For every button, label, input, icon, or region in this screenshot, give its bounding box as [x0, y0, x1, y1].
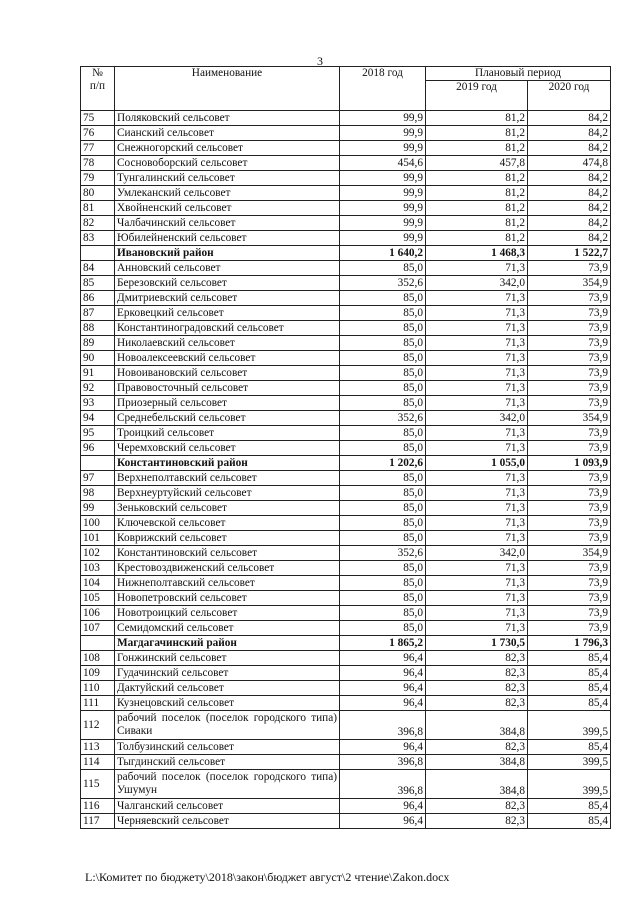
- row-number: [81, 636, 115, 651]
- row-number: [81, 456, 115, 471]
- value-2018: 85,0: [340, 471, 426, 486]
- row-name: Поляковский сельсовет: [115, 111, 340, 126]
- row-name: Чалбачинский сельсовет: [115, 216, 340, 231]
- value-2019: 71,3: [426, 336, 528, 351]
- value-2018: 85,0: [340, 321, 426, 336]
- value-2020: 399,5: [528, 711, 611, 740]
- table-row: [81, 141, 611, 156]
- row-name: Ключевской сельсовет: [115, 516, 340, 531]
- row-name: Новоивановский сельсовет: [115, 366, 340, 381]
- row-name: Дактуйский сельсовет: [115, 681, 340, 696]
- table-row: [81, 201, 611, 216]
- value-2019: 82,3: [426, 651, 528, 666]
- row-name: Константиновский сельсовет: [115, 546, 340, 561]
- value-2020: 474,8: [528, 156, 611, 171]
- row-number: 93: [81, 396, 115, 411]
- value-2020: 1 796,3: [528, 636, 611, 651]
- table-row: [81, 291, 611, 306]
- row-number: 95: [81, 426, 115, 441]
- value-2018: 85,0: [340, 291, 426, 306]
- value-2018: 396,8: [340, 770, 426, 799]
- value-2020: 73,9: [528, 606, 611, 621]
- row-number: 89: [81, 336, 115, 351]
- row-name: Магдагачинский район: [115, 636, 340, 651]
- row-name: Новоалексеевский сельсовет: [115, 351, 340, 366]
- value-2018: 454,6: [340, 156, 426, 171]
- value-2019: 71,3: [426, 396, 528, 411]
- row-number: 107: [81, 621, 115, 636]
- table-row: [81, 126, 611, 141]
- row-name: Гонжинский сельсовет: [115, 651, 340, 666]
- value-2018: 85,0: [340, 561, 426, 576]
- value-2020: 85,4: [528, 814, 611, 829]
- value-2020: 84,2: [528, 231, 611, 246]
- table-row: [81, 426, 611, 441]
- value-2018: 85,0: [340, 621, 426, 636]
- row-number: 111: [81, 696, 115, 711]
- value-2020: 73,9: [528, 531, 611, 546]
- value-2020: 399,5: [528, 770, 611, 799]
- value-2018: 99,9: [340, 186, 426, 201]
- value-2018: 96,4: [340, 740, 426, 755]
- row-number: 79: [81, 171, 115, 186]
- value-2018: 96,4: [340, 666, 426, 681]
- row-number: 103: [81, 561, 115, 576]
- value-2020: 73,9: [528, 516, 611, 531]
- row-number: 87: [81, 306, 115, 321]
- header-num: № п/п: [81, 67, 115, 111]
- value-2019: 342,0: [426, 546, 528, 561]
- value-2019: 384,8: [426, 770, 528, 799]
- value-2018: 99,9: [340, 126, 426, 141]
- row-number: 77: [81, 141, 115, 156]
- row-number: 97: [81, 471, 115, 486]
- value-2018: 96,4: [340, 814, 426, 829]
- row-name: Среднебельский сельсовет: [115, 411, 340, 426]
- table-row: [81, 546, 611, 561]
- row-number: 84: [81, 261, 115, 276]
- table-row: [81, 501, 611, 516]
- value-2019: 342,0: [426, 276, 528, 291]
- row-number: 108: [81, 651, 115, 666]
- row-number: 112: [81, 711, 115, 740]
- value-2019: 81,2: [426, 216, 528, 231]
- value-2019: 71,3: [426, 441, 528, 456]
- row-number: 116: [81, 799, 115, 814]
- row-name: Новотроицкий сельсовет: [115, 606, 340, 621]
- value-2020: 73,9: [528, 441, 611, 456]
- value-2019: 71,3: [426, 471, 528, 486]
- value-2020: 85,4: [528, 740, 611, 755]
- table-row: [81, 441, 611, 456]
- row-number: 96: [81, 441, 115, 456]
- row-number: 109: [81, 666, 115, 681]
- value-2020: 354,9: [528, 546, 611, 561]
- value-2019: 71,3: [426, 291, 528, 306]
- table-row: [81, 561, 611, 576]
- value-2019: 81,2: [426, 141, 528, 156]
- value-2020: 73,9: [528, 471, 611, 486]
- row-number: 98: [81, 486, 115, 501]
- value-2019: 82,3: [426, 740, 528, 755]
- row-number: 78: [81, 156, 115, 171]
- value-2018: 99,9: [340, 171, 426, 186]
- value-2019: 81,2: [426, 186, 528, 201]
- value-2019: 71,3: [426, 366, 528, 381]
- value-2019: 82,3: [426, 681, 528, 696]
- value-2020: 1 522,7: [528, 246, 611, 261]
- row-number: 76: [81, 126, 115, 141]
- table-row: [81, 799, 611, 814]
- value-2018: 85,0: [340, 261, 426, 276]
- value-2019: 81,2: [426, 111, 528, 126]
- value-2019: 82,3: [426, 799, 528, 814]
- row-name: рабочий поселок (поселок городского типа) Сиваки: [115, 711, 340, 740]
- table-row: [81, 666, 611, 681]
- value-2020: 354,9: [528, 411, 611, 426]
- row-name: Умлеканский сельсовет: [115, 186, 340, 201]
- value-2019: 71,3: [426, 501, 528, 516]
- value-2018: 96,4: [340, 799, 426, 814]
- row-name: Зеньковский сельсовет: [115, 501, 340, 516]
- value-2019: 81,2: [426, 171, 528, 186]
- table-row: [81, 576, 611, 591]
- value-2020: 84,2: [528, 126, 611, 141]
- value-2020: 85,4: [528, 666, 611, 681]
- value-2018: 85,0: [340, 501, 426, 516]
- value-2020: 73,9: [528, 591, 611, 606]
- value-2018: 85,0: [340, 366, 426, 381]
- value-2018: 85,0: [340, 531, 426, 546]
- value-2018: 85,0: [340, 336, 426, 351]
- row-number: 102: [81, 546, 115, 561]
- row-name: Черняевский сельсовет: [115, 814, 340, 829]
- table-body: [81, 111, 611, 829]
- district-row: [81, 246, 611, 261]
- value-2019: 71,3: [426, 306, 528, 321]
- value-2018: 99,9: [340, 216, 426, 231]
- table-row: [81, 621, 611, 636]
- value-2019: 384,8: [426, 711, 528, 740]
- table-row: [81, 336, 611, 351]
- table-row: [81, 396, 611, 411]
- table-row: [81, 171, 611, 186]
- table-row: [81, 216, 611, 231]
- value-2018: 85,0: [340, 396, 426, 411]
- value-2019: 71,3: [426, 516, 528, 531]
- row-number: 104: [81, 576, 115, 591]
- value-2018: 85,0: [340, 351, 426, 366]
- value-2020: 73,9: [528, 306, 611, 321]
- footer-file-path: L:\Комитет по бюджету\2018\закон\бюджет август\2 чтение\Zakon.docx: [85, 870, 450, 884]
- value-2019: 71,3: [426, 351, 528, 366]
- row-name: Юбилейненский сельсовет: [115, 231, 340, 246]
- value-2020: 73,9: [528, 396, 611, 411]
- row-number: 114: [81, 755, 115, 770]
- value-2019: 71,3: [426, 621, 528, 636]
- value-2019: 342,0: [426, 411, 528, 426]
- value-2019: 71,3: [426, 561, 528, 576]
- value-2020: 73,9: [528, 366, 611, 381]
- row-name: Березовский сельсовет: [115, 276, 340, 291]
- row-name: Семидомский сельсовет: [115, 621, 340, 636]
- table-row: [81, 591, 611, 606]
- value-2020: 73,9: [528, 501, 611, 516]
- row-name: Нижнеполтавский сельсовет: [115, 576, 340, 591]
- value-2019: 1 730,5: [426, 636, 528, 651]
- value-2018: 85,0: [340, 441, 426, 456]
- row-name: Кузнецовский сельсовет: [115, 696, 340, 711]
- row-number: 88: [81, 321, 115, 336]
- table-row: [81, 276, 611, 291]
- value-2018: 85,0: [340, 516, 426, 531]
- value-2018: 352,6: [340, 411, 426, 426]
- value-2018: 99,9: [340, 141, 426, 156]
- value-2018: 85,0: [340, 381, 426, 396]
- value-2018: 85,0: [340, 591, 426, 606]
- row-name: Сосновоборский сельсовет: [115, 156, 340, 171]
- value-2018: 99,9: [340, 201, 426, 216]
- row-name: Толбузинский сельсовет: [115, 740, 340, 755]
- value-2018: 85,0: [340, 426, 426, 441]
- row-number: 83: [81, 231, 115, 246]
- row-name: Ерковецкий сельсовет: [115, 306, 340, 321]
- row-number: 115: [81, 770, 115, 799]
- value-2020: 84,2: [528, 186, 611, 201]
- row-name: Константиновский район: [115, 456, 340, 471]
- value-2019: 71,3: [426, 486, 528, 501]
- value-2020: 73,9: [528, 576, 611, 591]
- row-number: 117: [81, 814, 115, 829]
- value-2018: 99,9: [340, 231, 426, 246]
- table-row: [81, 740, 611, 755]
- value-2020: 73,9: [528, 321, 611, 336]
- row-number: 90: [81, 351, 115, 366]
- value-2018: 396,8: [340, 711, 426, 740]
- row-name: рабочий поселок (поселок городского типа) Ушумун: [115, 770, 340, 799]
- value-2019: 1 055,0: [426, 456, 528, 471]
- row-number: 82: [81, 216, 115, 231]
- table-row: [81, 366, 611, 381]
- header-name: Наименование: [115, 67, 340, 111]
- row-name: Чалганский сельсовет: [115, 799, 340, 814]
- value-2019: 71,3: [426, 531, 528, 546]
- value-2019: 71,3: [426, 606, 528, 621]
- value-2020: 73,9: [528, 291, 611, 306]
- value-2020: 399,5: [528, 755, 611, 770]
- value-2020: 85,4: [528, 696, 611, 711]
- table-row: [81, 351, 611, 366]
- value-2018: 96,4: [340, 651, 426, 666]
- value-2020: 354,9: [528, 276, 611, 291]
- value-2018: 85,0: [340, 576, 426, 591]
- row-number: 86: [81, 291, 115, 306]
- value-2019: 71,3: [426, 261, 528, 276]
- row-number: 100: [81, 516, 115, 531]
- value-2018: 352,6: [340, 546, 426, 561]
- value-2019: 81,2: [426, 201, 528, 216]
- value-2019: 71,3: [426, 576, 528, 591]
- value-2020: 1 093,9: [528, 456, 611, 471]
- table-row: [81, 770, 611, 799]
- row-name: Верхнеполтавский сельсовет: [115, 471, 340, 486]
- row-name: Хвойненский сельсовет: [115, 201, 340, 216]
- value-2020: 85,4: [528, 651, 611, 666]
- value-2019: 82,3: [426, 666, 528, 681]
- value-2020: 84,2: [528, 141, 611, 156]
- value-2018: 85,0: [340, 606, 426, 621]
- page-number: 3: [317, 54, 323, 68]
- row-name: Константиноградовский сельсовет: [115, 321, 340, 336]
- row-number: 101: [81, 531, 115, 546]
- table-row: [81, 681, 611, 696]
- row-number: 113: [81, 740, 115, 755]
- table-row: [81, 606, 611, 621]
- row-number: 99: [81, 501, 115, 516]
- value-2020: 84,2: [528, 216, 611, 231]
- row-name: Верхнеуртуйский сельсовет: [115, 486, 340, 501]
- row-number: 92: [81, 381, 115, 396]
- value-2018: 1 202,6: [340, 456, 426, 471]
- row-name: Троицкий сельсовет: [115, 426, 340, 441]
- value-2019: 71,3: [426, 591, 528, 606]
- value-2019: 71,3: [426, 426, 528, 441]
- district-row: [81, 636, 611, 651]
- value-2020: 73,9: [528, 261, 611, 276]
- table-row: [81, 516, 611, 531]
- row-number: 75: [81, 111, 115, 126]
- header-2018: 2018 год: [340, 67, 426, 111]
- header-plan-period: Плановый период: [426, 67, 611, 81]
- value-2020: 73,9: [528, 621, 611, 636]
- table-row: [81, 321, 611, 336]
- row-number: 80: [81, 186, 115, 201]
- row-number: 85: [81, 276, 115, 291]
- row-number: [81, 246, 115, 261]
- value-2018: 352,6: [340, 276, 426, 291]
- row-name: Гудачинский сельсовет: [115, 666, 340, 681]
- row-name: Сианский сельсовет: [115, 126, 340, 141]
- row-name: Анновский сельсовет: [115, 261, 340, 276]
- value-2020: 84,2: [528, 111, 611, 126]
- value-2018: 99,9: [340, 111, 426, 126]
- value-2018: 1 640,2: [340, 246, 426, 261]
- value-2018: 96,4: [340, 696, 426, 711]
- table-row: [81, 306, 611, 321]
- value-2020: 85,4: [528, 681, 611, 696]
- value-2019: 457,8: [426, 156, 528, 171]
- value-2018: 396,8: [340, 755, 426, 770]
- row-name: Тунгалинский сельсовет: [115, 171, 340, 186]
- table-row: [81, 261, 611, 276]
- row-name: Николаевский сельсовет: [115, 336, 340, 351]
- row-name: Черемховский сельсовет: [115, 441, 340, 456]
- row-name: Коврижский сельсовет: [115, 531, 340, 546]
- table-row: [81, 651, 611, 666]
- value-2019: 81,2: [426, 231, 528, 246]
- row-number: 81: [81, 201, 115, 216]
- header-2019: 2019 год: [426, 81, 528, 111]
- value-2020: 73,9: [528, 561, 611, 576]
- value-2018: 85,0: [340, 306, 426, 321]
- value-2019: 81,2: [426, 126, 528, 141]
- value-2018: 96,4: [340, 681, 426, 696]
- value-2019: 384,8: [426, 755, 528, 770]
- value-2020: 85,4: [528, 799, 611, 814]
- value-2018: 85,0: [340, 486, 426, 501]
- row-number: 105: [81, 591, 115, 606]
- value-2020: 73,9: [528, 336, 611, 351]
- table-row: [81, 471, 611, 486]
- value-2019: 1 468,3: [426, 246, 528, 261]
- table-row: [81, 231, 611, 246]
- value-2019: 71,3: [426, 381, 528, 396]
- value-2020: 84,2: [528, 201, 611, 216]
- value-2019: 82,3: [426, 814, 528, 829]
- table-row: [81, 531, 611, 546]
- table-row: [81, 711, 611, 740]
- table-row: [81, 814, 611, 829]
- value-2020: 73,9: [528, 486, 611, 501]
- table-row: [81, 411, 611, 426]
- value-2020: 73,9: [528, 426, 611, 441]
- table-row: [81, 156, 611, 171]
- table-row: [81, 486, 611, 501]
- table-row: [81, 755, 611, 770]
- value-2020: 84,2: [528, 171, 611, 186]
- table-row: [81, 186, 611, 201]
- row-name: Дмитриевский сельсовет: [115, 291, 340, 306]
- budget-table: [80, 66, 611, 829]
- row-name: Правовосточный сельсовет: [115, 381, 340, 396]
- header-2020: 2020 год: [528, 81, 611, 111]
- row-number: 106: [81, 606, 115, 621]
- value-2020: 73,9: [528, 381, 611, 396]
- value-2020: 73,9: [528, 351, 611, 366]
- row-number: 110: [81, 681, 115, 696]
- row-name: Приозерный сельсовет: [115, 396, 340, 411]
- row-name: Крестовоздвиженский сельсовет: [115, 561, 340, 576]
- value-2019: 82,3: [426, 696, 528, 711]
- value-2018: 1 865,2: [340, 636, 426, 651]
- table-row: [81, 381, 611, 396]
- row-name: Новопетровский сельсовет: [115, 591, 340, 606]
- row-name: Снежногорский сельсовет: [115, 141, 340, 156]
- row-name: Тыгдинский сельсовет: [115, 755, 340, 770]
- value-2019: 71,3: [426, 321, 528, 336]
- table-row: [81, 696, 611, 711]
- district-row: [81, 456, 611, 471]
- row-number: 94: [81, 411, 115, 426]
- row-name: Ивановский район: [115, 246, 340, 261]
- row-number: 91: [81, 366, 115, 381]
- table-row: [81, 111, 611, 126]
